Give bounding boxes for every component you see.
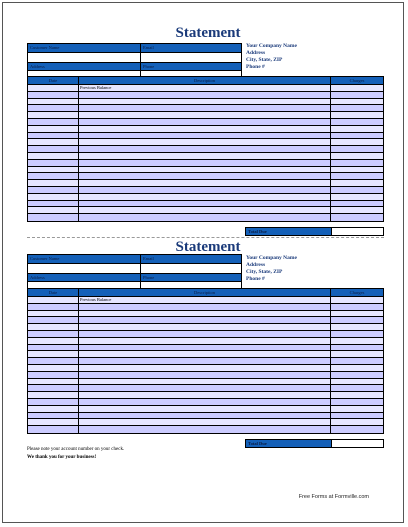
charges-cell[interactable] [331, 399, 383, 405]
description-cell[interactable] [79, 419, 331, 425]
description-cell[interactable] [79, 358, 331, 364]
charges-cell[interactable] [331, 139, 383, 145]
description-cell[interactable] [79, 173, 331, 179]
charges-cell[interactable] [331, 297, 383, 303]
charges-cell[interactable] [331, 304, 383, 310]
date-column-header: Date [28, 77, 79, 84]
date-cell[interactable] [28, 194, 79, 200]
description-cell[interactable] [79, 126, 331, 132]
date-cell[interactable] [28, 379, 79, 385]
date-cell[interactable] [28, 426, 79, 433]
company-name: Your Company Name [246, 255, 297, 261]
date-cell[interactable] [28, 304, 79, 310]
company-city-state-zip: City, State, ZIP [246, 269, 283, 275]
description-cell[interactable] [79, 317, 331, 323]
date-cell[interactable] [28, 99, 79, 105]
charges-cell[interactable] [331, 146, 383, 152]
charges-cell[interactable] [331, 126, 383, 132]
table-row [28, 112, 383, 119]
description-cell[interactable] [79, 379, 331, 385]
date-cell[interactable] [28, 207, 79, 213]
table-row [28, 311, 383, 318]
charges-cell[interactable] [331, 187, 383, 193]
table-row [28, 201, 383, 208]
date-cell[interactable] [28, 112, 79, 118]
description-cell[interactable] [79, 406, 331, 412]
description-cell[interactable] [79, 133, 331, 139]
table-row [28, 379, 383, 386]
description-cell[interactable] [79, 180, 331, 186]
company-address: Address [246, 50, 266, 56]
charges-cell[interactable] [331, 419, 383, 425]
table-row [28, 304, 383, 311]
table-row [28, 105, 383, 112]
charges-cell[interactable] [331, 112, 383, 118]
date-cell[interactable] [28, 85, 79, 91]
charges-cell[interactable] [331, 426, 383, 433]
description-cell[interactable] [79, 214, 331, 221]
company-phone: Phone # [246, 64, 265, 70]
statement-title: Statement [175, 239, 241, 255]
table-row [28, 297, 383, 304]
charges-cell[interactable] [331, 317, 383, 323]
date-cell[interactable] [28, 105, 79, 111]
date-cell[interactable] [28, 160, 79, 166]
date-cell[interactable] [28, 372, 79, 378]
date-cell[interactable] [28, 338, 79, 344]
charges-cell[interactable] [331, 201, 383, 207]
description-cell[interactable] [79, 399, 331, 405]
phone-label: Phone [143, 275, 155, 280]
table-row [28, 85, 383, 92]
date-cell[interactable] [28, 317, 79, 323]
description-cell[interactable] [79, 345, 331, 351]
date-cell[interactable] [28, 153, 79, 159]
customer-name-label: Customer Name [28, 44, 141, 52]
description-cell[interactable] [79, 372, 331, 378]
description-cell[interactable] [79, 201, 331, 207]
description-cell[interactable] [79, 311, 331, 317]
description-column-header: Description [79, 289, 331, 296]
charges-cell[interactable] [331, 365, 383, 371]
description-cell[interactable] [79, 304, 331, 310]
table-header [28, 289, 383, 297]
charges-cell[interactable] [331, 324, 383, 330]
description-cell[interactable] [79, 139, 331, 145]
description-cell[interactable] [79, 365, 331, 371]
date-cell[interactable] [28, 365, 79, 371]
table-row [28, 419, 383, 426]
table-row [28, 173, 383, 180]
table-row [28, 324, 383, 331]
table-row [28, 207, 383, 214]
address-label: Address [28, 274, 141, 281]
total-due-row [245, 439, 384, 448]
charges-cell[interactable] [331, 153, 383, 159]
table-row [28, 331, 383, 338]
table-row [28, 146, 383, 153]
company-info [246, 43, 386, 71]
address-label: Address [28, 63, 141, 70]
description-cell[interactable] [79, 160, 331, 166]
description-cell[interactable] [79, 413, 331, 419]
table-row [28, 126, 383, 133]
date-cell[interactable] [28, 311, 79, 317]
date-cell[interactable] [28, 133, 79, 139]
table-row [28, 365, 383, 372]
charges-cell[interactable] [331, 180, 383, 186]
date-cell[interactable] [28, 419, 79, 425]
table-row [28, 160, 383, 167]
email-field[interactable] [141, 264, 241, 273]
divider [27, 237, 384, 238]
description-cell[interactable] [79, 338, 331, 344]
table-row [28, 351, 383, 358]
description-cell[interactable]: Previous Balance [79, 297, 331, 303]
company-address: Address [246, 262, 266, 268]
table-row [28, 399, 383, 406]
charges-cell[interactable] [331, 385, 383, 391]
charges-cell[interactable] [331, 105, 383, 111]
description-cell[interactable] [79, 331, 331, 337]
date-cell[interactable] [28, 297, 79, 303]
description-cell[interactable] [79, 119, 331, 125]
date-cell[interactable] [28, 331, 79, 337]
phone-label: Phone [143, 64, 155, 69]
date-cell[interactable] [28, 187, 79, 193]
table-row [28, 99, 383, 106]
date-cell[interactable] [28, 126, 79, 132]
date-cell[interactable] [28, 201, 79, 207]
customer-name-field[interactable] [28, 53, 141, 62]
table-row [28, 413, 383, 420]
table-row [28, 119, 383, 126]
footer-credit: Free Forms at Formville.com [298, 494, 369, 500]
description-cell[interactable] [79, 105, 331, 111]
charges-cell[interactable] [331, 372, 383, 378]
description-cell[interactable] [79, 392, 331, 398]
description-cell[interactable] [79, 207, 331, 213]
statement-table [27, 76, 384, 222]
company-name: Your Company Name [246, 43, 297, 49]
date-cell[interactable] [28, 358, 79, 364]
charges-cell[interactable] [331, 311, 383, 317]
charges-cell[interactable] [331, 392, 383, 398]
email-field[interactable] [141, 53, 241, 62]
description-cell[interactable]: Previous Balance [79, 85, 331, 91]
charges-cell[interactable] [331, 173, 383, 179]
company-phone: Phone # [246, 276, 265, 282]
charges-cell[interactable] [331, 214, 383, 221]
date-cell[interactable] [28, 119, 79, 125]
table-row [28, 385, 383, 392]
date-cell[interactable] [28, 399, 79, 405]
statement-table [27, 288, 384, 434]
statement-page [2, 2, 404, 523]
table-row [28, 358, 383, 365]
description-cell[interactable] [79, 194, 331, 200]
charges-column-header: Charges [349, 78, 365, 83]
charges-cell[interactable] [331, 99, 383, 105]
table-body [28, 85, 383, 221]
thanks-note: We thank you for your business! [27, 455, 97, 460]
date-cell[interactable] [28, 146, 79, 152]
charges-cell[interactable] [331, 167, 383, 173]
total-due-row [245, 227, 384, 236]
table-row [28, 92, 383, 99]
total-due-field[interactable] [332, 228, 383, 235]
charges-column-header: Charges [349, 290, 365, 295]
table-row [28, 214, 383, 221]
date-cell[interactable] [28, 351, 79, 357]
date-cell[interactable] [28, 385, 79, 391]
statement-title: Statement [175, 25, 241, 41]
charges-cell[interactable] [331, 358, 383, 364]
email-label: Email [143, 45, 154, 50]
table-row [28, 180, 383, 187]
description-cell[interactable] [79, 426, 331, 433]
total-due-label: Total Due [246, 440, 332, 447]
description-cell[interactable] [79, 385, 331, 391]
description-cell[interactable] [79, 351, 331, 357]
table-row [28, 392, 383, 399]
email-label: Email [143, 256, 154, 261]
description-cell[interactable] [79, 92, 331, 98]
table-body [28, 297, 383, 433]
table-row [28, 338, 383, 345]
charges-cell[interactable] [331, 351, 383, 357]
charges-cell[interactable] [331, 85, 383, 91]
total-due-field[interactable] [332, 440, 383, 447]
table-row [28, 372, 383, 379]
charges-cell[interactable] [331, 119, 383, 125]
date-cell[interactable] [28, 413, 79, 419]
description-cell[interactable] [79, 99, 331, 105]
description-column-header: Description [79, 77, 331, 84]
date-cell[interactable] [28, 173, 79, 179]
total-due-label: Total Due [246, 228, 332, 235]
description-cell[interactable] [79, 167, 331, 173]
charges-cell[interactable] [331, 413, 383, 419]
table-row [28, 133, 383, 140]
charges-cell[interactable] [331, 338, 383, 344]
charges-cell[interactable] [331, 194, 383, 200]
description-cell[interactable] [79, 112, 331, 118]
charges-cell[interactable] [331, 406, 383, 412]
charges-cell[interactable] [331, 207, 383, 213]
table-row [28, 153, 383, 160]
table-row [28, 194, 383, 201]
customer-name-field[interactable] [28, 264, 141, 273]
description-cell[interactable] [79, 153, 331, 159]
charges-cell[interactable] [331, 160, 383, 166]
table-row [28, 187, 383, 194]
date-cell[interactable] [28, 406, 79, 412]
table-row [28, 167, 383, 174]
date-column-header: Date [28, 289, 79, 296]
date-cell[interactable] [28, 92, 79, 98]
date-cell[interactable] [28, 167, 79, 173]
date-cell[interactable] [28, 392, 79, 398]
charges-cell[interactable] [331, 133, 383, 139]
table-row [28, 317, 383, 324]
description-cell[interactable] [79, 146, 331, 152]
description-cell[interactable] [79, 324, 331, 330]
charges-cell[interactable] [331, 331, 383, 337]
date-cell[interactable] [28, 214, 79, 221]
description-cell[interactable] [79, 187, 331, 193]
table-row [28, 139, 383, 146]
table-row [28, 345, 383, 352]
company-info [246, 255, 386, 283]
date-cell[interactable] [28, 345, 79, 351]
date-cell[interactable] [28, 180, 79, 186]
customer-name-label: Customer Name [28, 255, 141, 263]
charges-cell[interactable] [331, 92, 383, 98]
table-row [28, 426, 383, 433]
customer-header-block [27, 254, 242, 292]
table-header [28, 77, 383, 85]
date-cell[interactable] [28, 324, 79, 330]
table-row [28, 406, 383, 413]
date-cell[interactable] [28, 139, 79, 145]
account-note: Please note your account number on your check. [27, 447, 125, 452]
charges-cell[interactable] [331, 379, 383, 385]
company-city-state-zip: City, State, ZIP [246, 57, 283, 63]
charges-cell[interactable] [331, 345, 383, 351]
